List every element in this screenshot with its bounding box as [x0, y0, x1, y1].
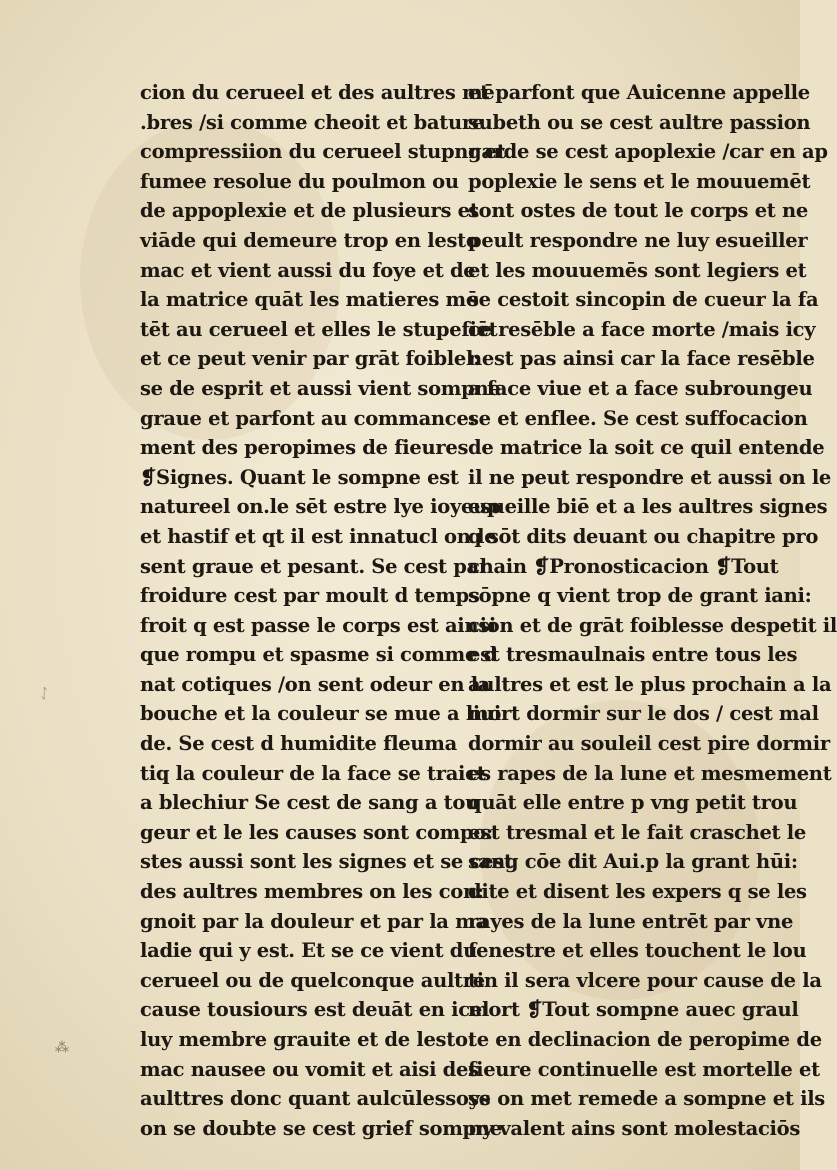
text-line: sent graue et pesant. Se cest par — [140, 554, 489, 578]
text-line: est tresmal et le fait craschet le — [468, 820, 806, 844]
text-line: cerueel ou de quelconque aultre — [140, 968, 485, 992]
text-line: ❡Signes. Quant le sompne est — [140, 465, 459, 489]
text-line: et hastif et qt il est innatucl on le — [140, 524, 497, 548]
text-line: et ce peut venir par grāt foiblel: — [140, 347, 481, 371]
text-line: fumee resolue du poulmon ou — [140, 169, 459, 193]
text-line: tiq la couleur de la face se traict — [140, 761, 486, 785]
text-line: es rapes de la lune et mesmement — [468, 761, 832, 785]
text-line: subeth ou se cest aultre passion — [468, 110, 811, 134]
text-line: cause tousiours est deuāt en icel — [140, 998, 490, 1022]
text-line: peult respondre ne luy esueiller — [468, 228, 808, 252]
text-line: cion et de grāt foiblesse despetit il — [468, 613, 837, 637]
text-line: bouche et la couleur se mue a liui — [140, 702, 502, 726]
text-line: luy membre grauite et de lesto: — [140, 1028, 475, 1051]
text-line: et les mouuemēs sont legiers et — [468, 258, 807, 282]
text-line: de appoplexie et de plusieurs et — [140, 199, 479, 223]
text-line: froit q est passe le corps est ainsi — [140, 613, 497, 637]
text-line: est tresmaulnais entre tous les — [468, 643, 798, 667]
text-line: quāt elle entre p vng petit trou — [468, 791, 798, 815]
text-line: mort dormir sur le dos / cest mal — [468, 702, 819, 726]
text-line: dormir au souleil cest pire dormir — [468, 732, 830, 756]
text-line: viāde qui demeure trop en lesto — [140, 228, 479, 252]
text-line: graue et parfont au commance: — [140, 406, 476, 430]
text-line: a blechiur Se cest de sang a tou — [140, 791, 479, 815]
text-line: geur et le les causes sont compo: — [140, 820, 493, 844]
text-line: mac nausee ou vomit et aisi des — [140, 1057, 479, 1081]
right-text-column — [468, 78, 837, 1143]
text-line: fieure continuelle est mortelle et — [468, 1057, 820, 1081]
text-line: froidure cest par moult d temps — [140, 584, 480, 608]
text-line: nat cotiques /on sent odeur en la — [140, 672, 491, 696]
text-line: te en declinacion de peropime de — [468, 1028, 822, 1051]
text-line: dite et disent les expers q se les — [468, 880, 807, 904]
margin-mark: ⁂ — [55, 1040, 69, 1056]
text-line: gnoit par la douleur et par la ma — [140, 909, 488, 933]
text-line: de. Se cest d humidite fleuma — [140, 732, 457, 756]
text-line: que rompu et spasme si comme d — [140, 643, 497, 667]
text-line: poplexie le sens et le mouuemēt — [468, 169, 811, 193]
text-line: compressiion du cerueel stupnr et — [140, 140, 506, 164]
text-line: tēt au cerueel et elles le stupefiēt — [140, 317, 498, 341]
text-line: q sōt dits deuant ou chapitre pro — [468, 524, 819, 548]
text-line: aulttres donc quant aulcūlessoys — [140, 1087, 491, 1111]
text-line: se on met remede a sompne et ils — [468, 1087, 825, 1111]
left-text-column — [140, 78, 513, 1143]
text-line: mort ❡Tout sompne auec graul — [468, 998, 799, 1022]
text-line: se cestoit sincopin de cueur la fa — [468, 288, 819, 312]
text-line: chain ❡Pronosticacion ❡Tout — [468, 554, 779, 578]
text-line: nest pas ainsi car la face resēble — [468, 347, 815, 371]
text-line: sont ostes de tout le corps et ne — [468, 199, 808, 223]
text-line: .bres /si comme cheoit et bature — [140, 110, 484, 134]
text-line: sang cōe dit Aui.p la grant hūi: — [468, 850, 798, 874]
text-line: rayes de la lune entrēt par vne — [468, 909, 794, 933]
text-line: se de esprit et aussi vient sompne — [140, 376, 501, 400]
text-line: a face viue et a face subroungeu — [468, 376, 813, 400]
text-line: garde se cest apoplexie /car en ap — [468, 140, 828, 164]
text-line: natureel on.le sēt estre lye ioyeup — [140, 495, 501, 519]
text-line: il ne peut respondre et aussi on le — [468, 465, 832, 489]
text-line: esueille biē et a les aultres signes — [468, 495, 828, 519]
text-line: ny valent ains sont molestaciōs — [468, 1116, 801, 1140]
text-line: de matrice la soit ce quil entende — [468, 436, 825, 460]
text-line: et parfont que Auicenne appelle — [468, 81, 810, 104]
text-line: cion du cerueel et des aultres mē — [140, 81, 495, 104]
text-line: sōpne q vient trop de grant iani: — [468, 584, 812, 608]
text-line: stes aussi sont les signes et se cest — [140, 850, 513, 874]
text-line: ce resēble a face morte /mais icy — [468, 317, 816, 341]
margin-mark: ᛇ — [40, 686, 49, 702]
text-line: ment des peropimes de fieures — [140, 436, 469, 460]
text-line: ladie qui y est. Et se ce vient du — [140, 939, 478, 963]
text-line: la matrice quāt les matieres mō — [140, 288, 479, 312]
text-line: on se doubte se cest grief sompne — [140, 1116, 502, 1140]
text-line: aultres et est le plus prochain a la — [468, 672, 832, 696]
text-line: fenestre et elles touchent le lou — [468, 939, 807, 963]
text-line: tin il sera vlcere pour cause de la — [468, 968, 822, 992]
text-line: des aultres membres on les con: — [140, 880, 484, 904]
text-line: mac et vient aussi du foye et de — [140, 258, 476, 282]
text-line: se et enflee. Se cest suffocacion — [468, 406, 808, 430]
